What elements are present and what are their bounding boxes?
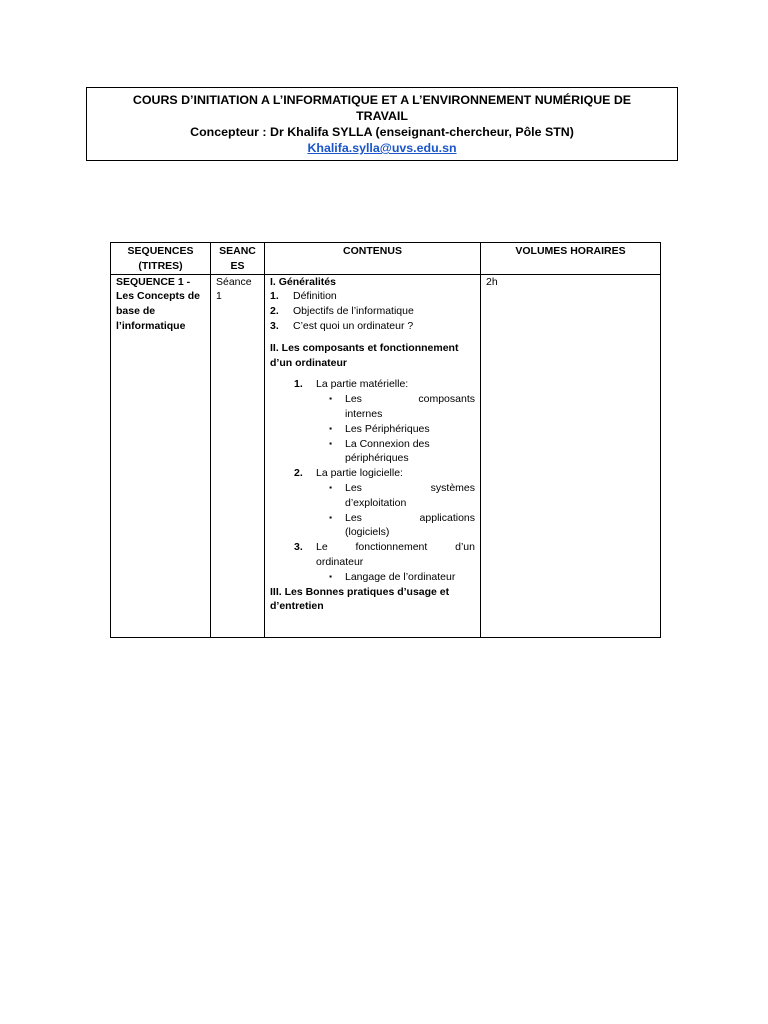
list-item: 2. La partie logicielle: bbox=[294, 467, 403, 480]
list-item: 1. La partie matérielle: bbox=[294, 378, 409, 391]
bullet-item: ▪ Les Périphériques bbox=[294, 422, 475, 437]
list-item: 3. C’est quoi un ordinateur ? bbox=[270, 319, 414, 332]
bullet-icon: ▪ bbox=[329, 423, 332, 433]
bullet-item: ▪ Les systèmes d’exploitation bbox=[294, 481, 475, 511]
course-author: Concepteur : Dr Khalifa SYLLA (enseignant-chercheur, Pôle STN) bbox=[190, 125, 574, 139]
bullet-item: ▪ Langage de l’ordinateur bbox=[294, 570, 475, 585]
contenus-cell bbox=[265, 274, 481, 637]
bullet-item: ▪ La Connexion des périphériques bbox=[294, 437, 475, 467]
header-volumes: VOLUMES HORAIRES bbox=[481, 243, 661, 275]
section-generalites-title: I. Généralités bbox=[270, 275, 336, 288]
bullet-icon: ▪ bbox=[329, 438, 332, 448]
course-title-line2: TRAVAIL bbox=[356, 109, 408, 123]
table-row bbox=[111, 274, 661, 637]
list-item: 1. Définition bbox=[270, 290, 337, 303]
bullet-item: ▪ Les applications (logiciels) bbox=[294, 511, 475, 541]
table-header-row bbox=[111, 243, 661, 275]
course-table bbox=[110, 242, 661, 638]
author-email-link[interactable]: Khalifa.sylla@uvs.edu.sn bbox=[307, 141, 457, 155]
bullet-icon: ▪ bbox=[329, 482, 332, 492]
bullet-item: ▪ Les composants internes bbox=[294, 392, 475, 422]
header-sequences: SEQUENCES (TITRES) bbox=[111, 243, 211, 275]
course-header bbox=[86, 87, 678, 161]
bullet-icon: ▪ bbox=[329, 512, 332, 522]
course-title-line1: COURS D’INITIATION A L’INFORMATIQUE ET A L’ENVIRONNEMENT NUMÉRIQUE DE bbox=[132, 93, 632, 107]
bullet-icon: ▪ bbox=[329, 571, 332, 581]
list-item: 3. Le fonctionnement d’un ordinateur bbox=[294, 541, 475, 568]
list-item: 2. Objectifs de l’informatique bbox=[270, 305, 414, 318]
section-bonnes-pratiques-title: III. Les Bonnes pratiques d’usage et d’entretien bbox=[270, 585, 450, 613]
header-seances: SEANC ES bbox=[211, 243, 265, 275]
sequence-cell: SEQUENCE 1 - Les Concepts de base de l’informatique bbox=[111, 274, 211, 637]
composants-sublist bbox=[270, 377, 475, 584]
bullet-icon: ▪ bbox=[329, 394, 332, 404]
header-contenus: CONTENUS bbox=[265, 243, 481, 275]
seance-cell: Séance 1 bbox=[211, 274, 265, 637]
volume-cell: 2h bbox=[481, 274, 661, 637]
section-composants-title: II. Les composants et fonctionnement d’un ordinateur bbox=[270, 341, 459, 369]
